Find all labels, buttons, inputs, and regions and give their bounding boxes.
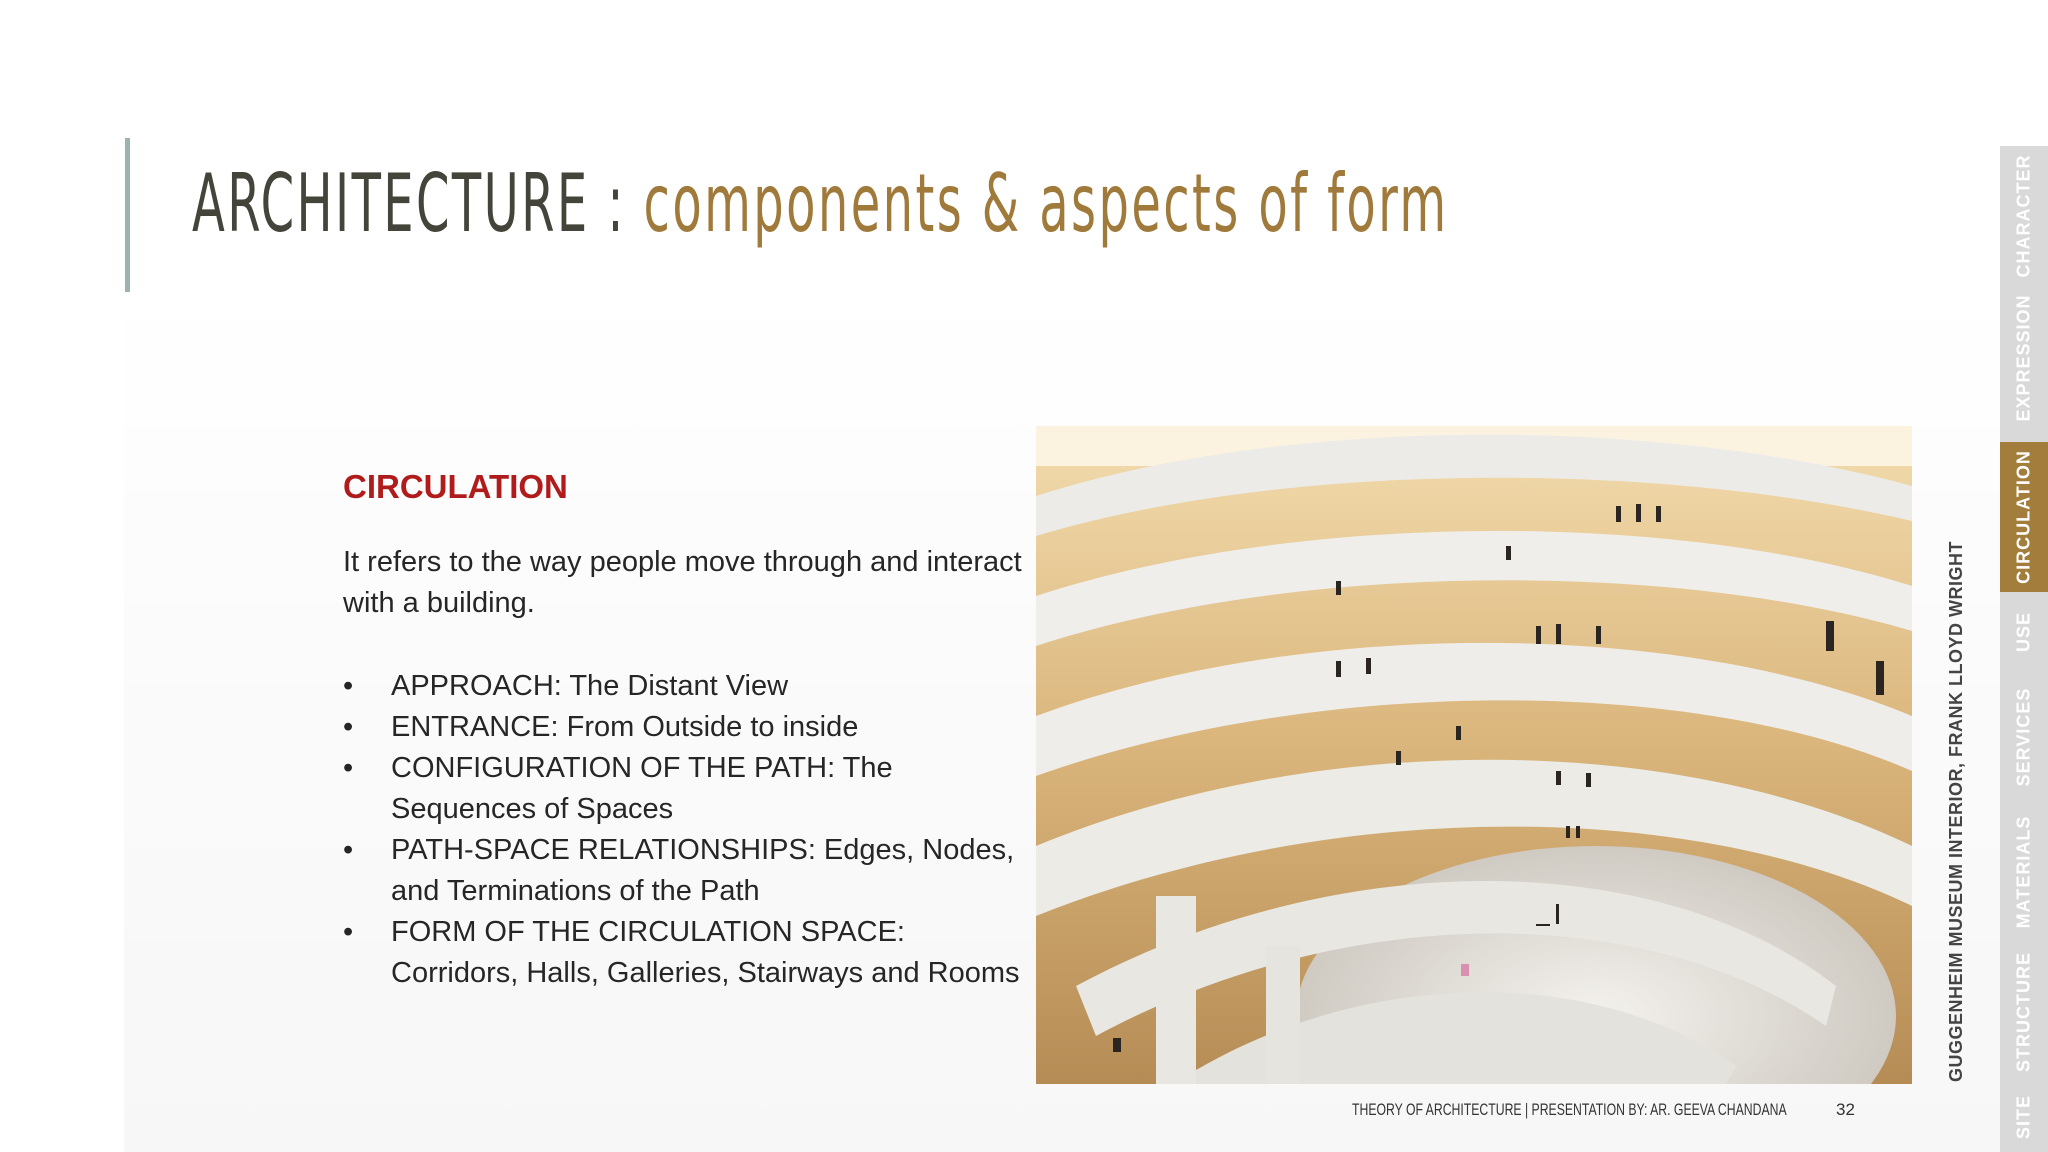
nav-item-label: CHARACTER	[2013, 154, 2034, 278]
title-accent-bar	[125, 138, 130, 292]
nav-item-label: SERVICES	[2013, 687, 2034, 787]
nav-item-materials[interactable]	[2000, 802, 2048, 942]
section-heading: CIRCULATION	[343, 468, 568, 505]
nav-item-label: MATERIALS	[2013, 815, 2034, 929]
nav-item-use[interactable]	[2000, 592, 2048, 672]
bullet-dot-icon: •	[343, 670, 354, 702]
footer-text: THEORY OF ARCHITECTURE | PRESENTATION BY: AR. GEEVA CHANDANA	[1352, 1100, 1787, 1119]
nav-item-label: SITE	[2013, 1094, 2034, 1140]
title-separator: :	[589, 157, 644, 250]
bullet-item	[343, 912, 1033, 994]
intro-paragraph: It refers to the way people move through and interact with a building.	[343, 546, 1022, 619]
slide-title	[192, 157, 1449, 250]
bullet-item	[343, 748, 1033, 830]
bullet-item	[343, 666, 1033, 707]
bullet-text: ENTRANCE: From Outside to inside	[391, 711, 859, 743]
bullet-dot-icon: •	[343, 916, 354, 948]
nav-item-services[interactable]	[2000, 672, 2048, 802]
page-number: 32	[1836, 1100, 1855, 1119]
nav-item-circulation[interactable]	[2000, 442, 2048, 592]
bullet-dot-icon: •	[343, 834, 354, 866]
section-side-nav	[2000, 146, 2048, 1152]
museum-interior-illustration	[1036, 426, 1912, 1084]
bullet-item	[343, 830, 1033, 912]
bullet-text: PATH-SPACE RELATIONSHIPS: Edges, Nodes, and Terminations of the Path	[391, 834, 1015, 907]
title-main: ARCHITECTURE	[192, 157, 590, 250]
nav-item-label: STRUCTURE	[2013, 952, 2034, 1072]
bullet-list	[343, 666, 1033, 994]
nav-item-label: CIRCULATION	[2013, 450, 2034, 584]
bullet-text: CONFIGURATION OF THE PATH: The Sequences of Spaces	[391, 752, 893, 825]
bullet-item	[343, 707, 1033, 748]
nav-item-label: EXPRESSION	[2013, 294, 2034, 422]
nav-item-expression[interactable]	[2000, 286, 2048, 430]
bullet-text: FORM OF THE CIRCULATION SPACE: Corridors, Halls, Galleries, Stairways and Rooms	[391, 916, 1020, 989]
photo-caption: GUGGENHEIM MUSEUM INTERIOR, FRANK LLOYD WRIGHT	[1946, 541, 1966, 1082]
nav-item-label: USE	[2013, 611, 2034, 653]
nav-item-site[interactable]	[2000, 1082, 2048, 1152]
bullet-text: APPROACH: The Distant View	[391, 670, 789, 702]
museum-interior-photo	[1036, 426, 1912, 1084]
bullet-dot-icon: •	[343, 711, 354, 743]
nav-item-character[interactable]	[2000, 146, 2048, 286]
bullet-dot-icon: •	[343, 752, 354, 784]
nav-item-structure[interactable]	[2000, 942, 2048, 1082]
title-subtitle: components & aspects of form	[643, 157, 1449, 250]
